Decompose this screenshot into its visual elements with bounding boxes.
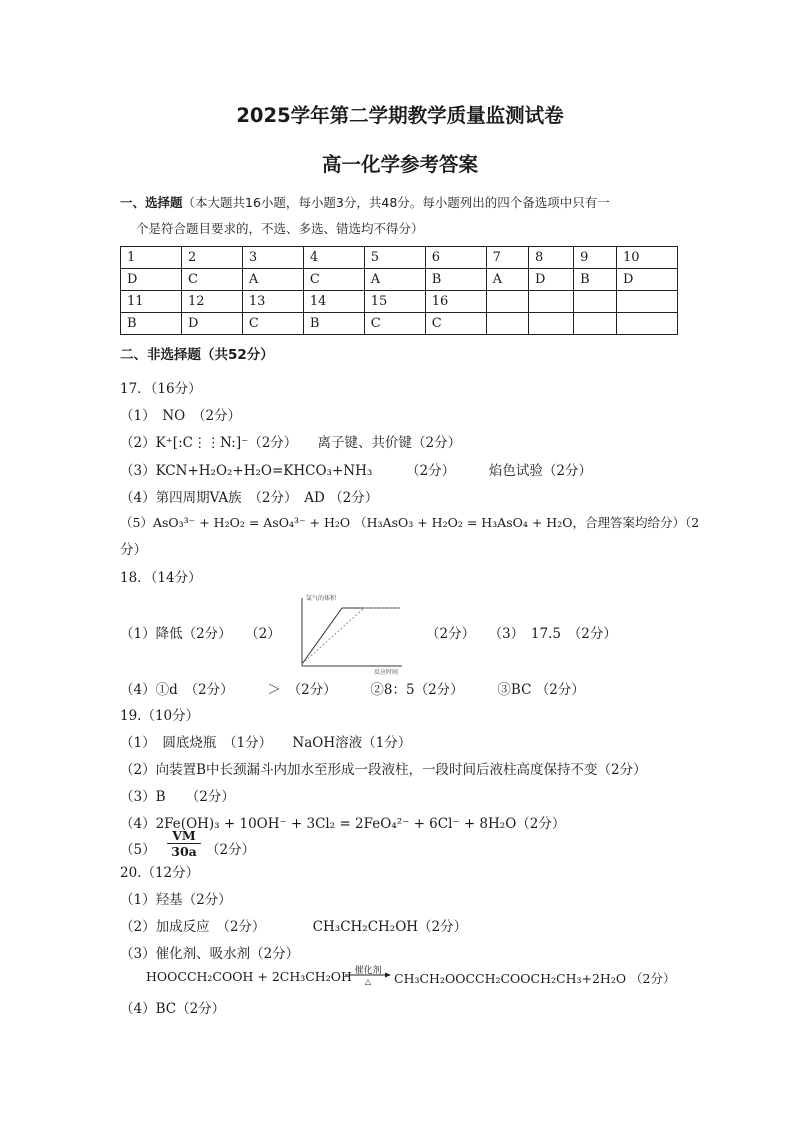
graph-dashed-curve bbox=[302, 608, 400, 664]
q19-answer-3: （3）B （2分） bbox=[120, 789, 235, 805]
table-cell bbox=[617, 291, 678, 313]
arrow-condition-top: 催化剂 bbox=[354, 966, 382, 976]
q17-answer-3: （3）KCN+H₂O₂+H₂O=KHCO₃+NH₃ （2分） 焰色试验（2分） bbox=[120, 463, 592, 479]
table-cell: 12 bbox=[181, 291, 242, 313]
q18-answer-1-right: （2分） （3） 17.5 （2分） bbox=[426, 626, 617, 642]
table-cell bbox=[529, 313, 574, 335]
table-cell: D bbox=[121, 269, 182, 291]
table-cell bbox=[574, 313, 617, 335]
q20-equation-left: HOOCCH₂COOH + 2CH₃CH₂OH bbox=[146, 969, 352, 984]
table-row bbox=[121, 291, 678, 313]
table-cell bbox=[617, 313, 678, 335]
q20-answer-3: （3）催化剂、吸水剂（2分） bbox=[120, 946, 300, 962]
table-cell bbox=[486, 313, 528, 335]
table-cell: 10 bbox=[617, 247, 678, 269]
table-cell: B bbox=[303, 313, 364, 335]
reaction-arrow bbox=[345, 963, 391, 985]
q18-title: 18．（14分） bbox=[120, 570, 202, 586]
table-cell bbox=[486, 291, 528, 313]
table-row bbox=[121, 313, 678, 335]
q19-answer-1: （1） 圆底烧瓶 （1分） NaOH溶液（1分） bbox=[120, 735, 412, 751]
q19-fraction bbox=[167, 828, 201, 859]
table-cell: D bbox=[617, 269, 678, 291]
table-cell: 16 bbox=[425, 291, 486, 313]
table-cell: A bbox=[486, 269, 528, 291]
table-cell: D bbox=[529, 269, 574, 291]
page-subtitle: 高一化学参考答案 bbox=[321, 153, 478, 176]
page-title: 2025学年第二学期教学质量监测试卷 bbox=[236, 104, 564, 127]
q19-answer-5-prefix: （5） bbox=[120, 842, 156, 858]
q19-answer-2: （2）向装置B中长颈漏斗内加水至形成一段液柱，一段时间后液柱高度保持不变（2分） bbox=[120, 762, 647, 778]
table-cell: B bbox=[425, 269, 486, 291]
table-cell: B bbox=[574, 269, 617, 291]
q19-answer-4: （4）2Fe(OH)₃ + 10OH⁻ + 3Cl₂ = 2FeO₄²⁻ + 6Cl⁻ + 8H₂O（2分） bbox=[120, 816, 566, 832]
section1-note-2: 个是符合题目要求的，不选、多选、错选均不得分） bbox=[136, 221, 424, 236]
table-cell: 13 bbox=[242, 291, 303, 313]
table-cell: C bbox=[181, 269, 242, 291]
q20-answer-4: （4）BC（2分） bbox=[120, 1001, 226, 1017]
table-cell: B bbox=[121, 313, 182, 335]
section1-line1 bbox=[120, 193, 610, 211]
q17-answer-2: （2）K⁺[:C⋮⋮N:]⁻（2分） 离子键、共价键（2分） bbox=[120, 435, 462, 451]
table-cell bbox=[574, 291, 617, 313]
q17-answer-5-cont: 分） bbox=[120, 542, 147, 558]
table-cell: C bbox=[364, 313, 425, 335]
graph-solid-curve bbox=[302, 608, 400, 664]
table-cell: 9 bbox=[574, 247, 617, 269]
section1-note-1: （本大题共16小题，每小题3分，共48分。每小题列出的四个备选项中只有一 bbox=[182, 195, 610, 210]
fraction-numerator: VM bbox=[167, 828, 201, 844]
table-cell: 5 bbox=[364, 247, 425, 269]
q17-answer-1: （1） NO （2分） bbox=[120, 408, 242, 424]
q17-answer-4: （4）第四周期VA族 （2分） AD （2分） bbox=[120, 490, 379, 506]
chlorine-volume-graph bbox=[288, 592, 406, 676]
arrow-condition-bottom: △ bbox=[364, 977, 372, 986]
table-cell: 7 bbox=[486, 247, 528, 269]
q18-answer-1-left: （1）降低（2分） （2） bbox=[120, 626, 281, 642]
table-cell: C bbox=[425, 313, 486, 335]
q20-answer-1: （1）羟基（2分） bbox=[120, 892, 232, 908]
table-cell: 15 bbox=[364, 291, 425, 313]
q17-title: 17．（16分） bbox=[120, 381, 202, 397]
table-row bbox=[121, 269, 678, 291]
section1-heading: 一、选择题 bbox=[120, 195, 183, 210]
table-cell: 11 bbox=[121, 291, 182, 313]
section2-heading: 二、非选择题（共52分） bbox=[120, 347, 274, 363]
table-cell: 8 bbox=[529, 247, 574, 269]
q20-answer-2: （2）加成反应 （2分） CH₃CH₂CH₂OH（2分） bbox=[120, 919, 468, 935]
table-cell: 14 bbox=[303, 291, 364, 313]
answer-table bbox=[120, 246, 678, 335]
table-cell: 3 bbox=[242, 247, 303, 269]
table-cell: 1 bbox=[121, 247, 182, 269]
table-row bbox=[121, 247, 678, 269]
q20-equation-right: CH₃CH₂OOCCH₂COOCH₂CH₃+2H₂O （2分） bbox=[394, 971, 676, 986]
table-cell: 6 bbox=[425, 247, 486, 269]
table-cell: A bbox=[364, 269, 425, 291]
graph-y-label: 氯气的体积 bbox=[306, 595, 337, 602]
graph-x-label: 反应时间 bbox=[374, 669, 399, 676]
table-cell: D bbox=[181, 313, 242, 335]
q18-answer-2: （4）①d （2分） ＞ （2分） ②8：5（2分） ③BC （2分） bbox=[120, 682, 585, 698]
q19-answer-5-suffix: （2分） bbox=[206, 842, 256, 858]
q20-title: 20.（12分） bbox=[120, 865, 200, 881]
table-cell: A bbox=[242, 269, 303, 291]
table-cell bbox=[529, 291, 574, 313]
q17-answer-5: （5）AsO₃³⁻ + H₂O₂ = AsO₄³⁻ + H₂O （H₃AsO₃ + H₂O₂ = H₃AsO₄ + H₂O，合理答案均给分）（2 bbox=[120, 515, 700, 530]
table-cell: 4 bbox=[303, 247, 364, 269]
table-cell: 2 bbox=[181, 247, 242, 269]
q19-title: 19.（10分） bbox=[120, 708, 200, 724]
table-cell: C bbox=[242, 313, 303, 335]
table-cell: C bbox=[303, 269, 364, 291]
fraction-denominator: 30a bbox=[171, 844, 197, 859]
